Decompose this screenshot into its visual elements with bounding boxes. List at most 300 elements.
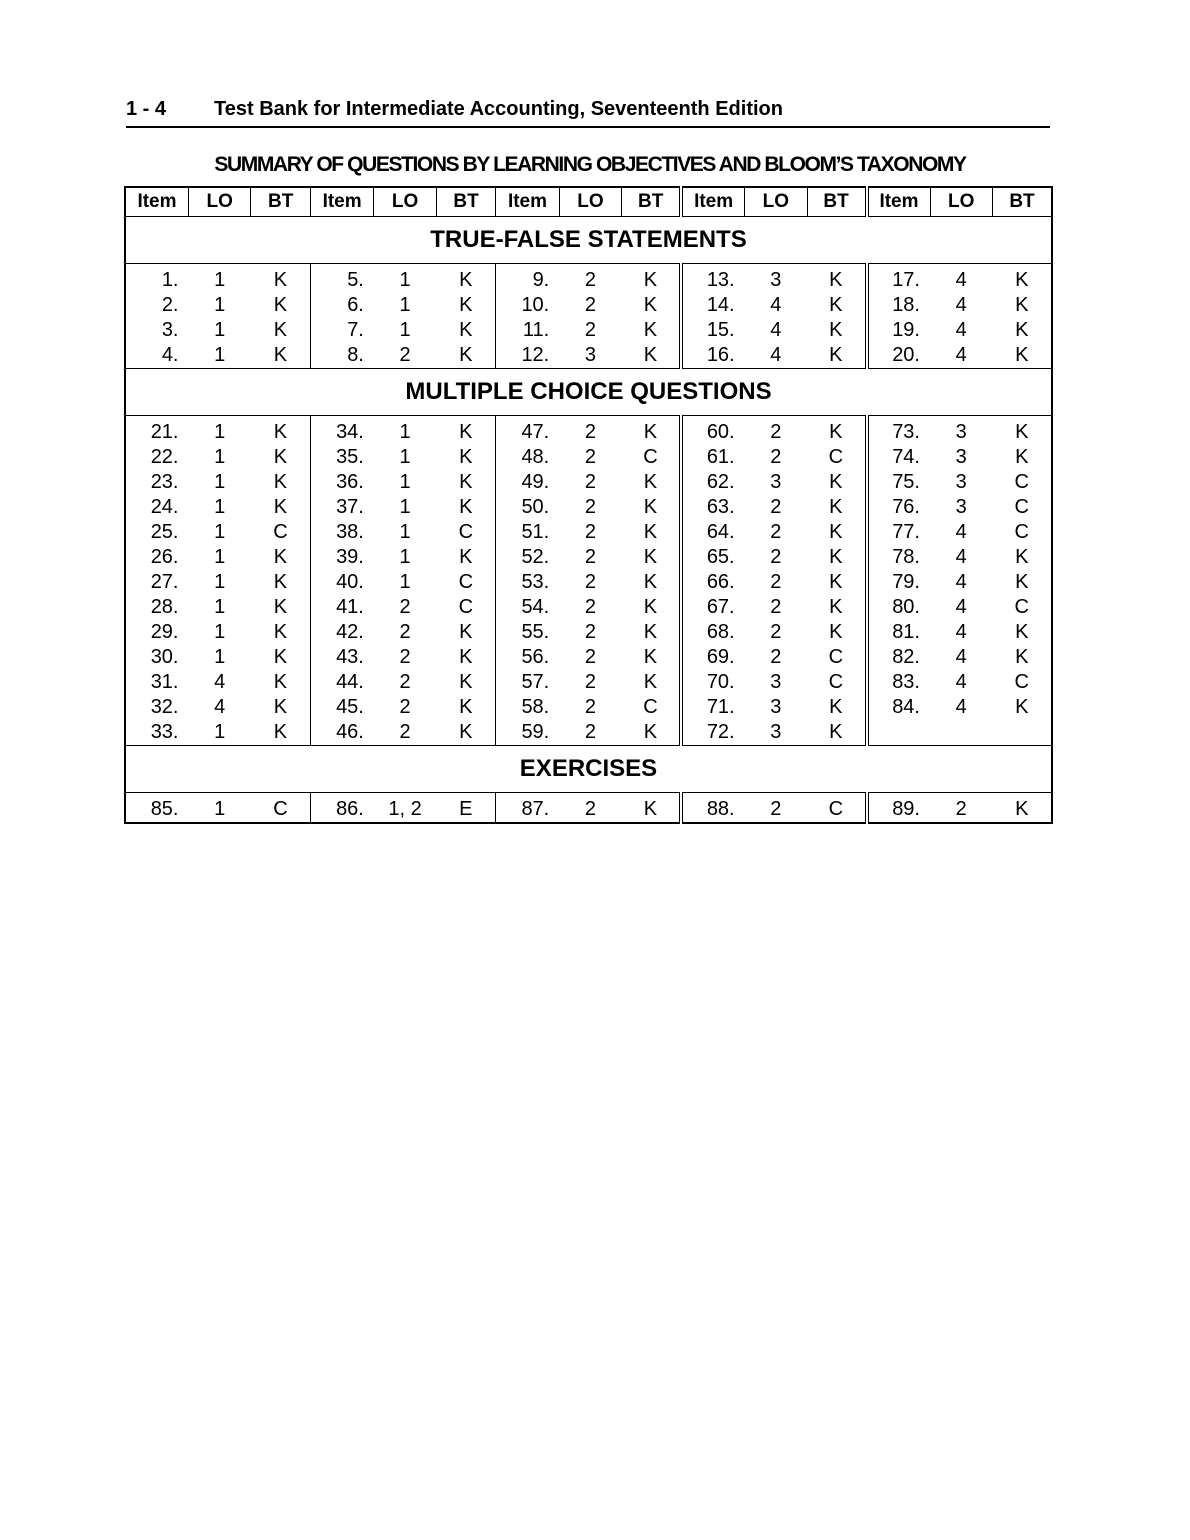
item-number: 66. <box>681 570 745 595</box>
blooms-level: E <box>459 798 473 820</box>
item-number: 53. <box>496 570 560 595</box>
blooms-level: K <box>643 521 658 543</box>
blooms-level: K <box>643 596 658 618</box>
column-header-bt: BT <box>622 187 681 217</box>
learning-objective: 1 <box>214 571 226 593</box>
column-header-lo: LO <box>930 187 992 217</box>
learning-objective: 1 <box>214 798 226 820</box>
learning-objective: 4 <box>955 671 967 693</box>
blooms-level: C <box>828 671 844 693</box>
blooms-level: K <box>273 571 288 593</box>
item-number: 58. <box>496 695 560 720</box>
blooms-level: K <box>1015 621 1029 643</box>
blooms-level: K <box>459 646 473 668</box>
blooms-level: K <box>643 496 658 518</box>
blooms-level: K <box>1015 546 1029 568</box>
blooms-level: K <box>273 621 288 643</box>
learning-objective: 2 <box>584 646 597 668</box>
learning-objective: 2 <box>584 621 597 643</box>
blooms-level: K <box>273 646 288 668</box>
learning-objective: 1 <box>214 596 226 618</box>
learning-objective: 3 <box>955 471 967 493</box>
item-number: 37. <box>310 495 374 520</box>
learning-objective: 1 <box>399 421 411 443</box>
blooms-level: K <box>459 496 473 518</box>
item-number: 71. <box>681 695 745 720</box>
learning-objective: 4 <box>955 546 967 568</box>
table-row <box>125 318 1052 343</box>
learning-objective: 2 <box>584 798 597 820</box>
item-number: 52. <box>496 545 560 570</box>
item-number: 84. <box>867 695 931 720</box>
item-number: 29. <box>150 621 179 643</box>
learning-objective: 2 <box>584 421 597 443</box>
item-number: 2. <box>161 294 179 316</box>
item-number: 7. <box>310 318 374 343</box>
column-header-item: Item <box>496 187 560 217</box>
learning-objective: 2 <box>770 571 782 593</box>
blooms-level: K <box>273 496 288 518</box>
table-row <box>125 470 1052 495</box>
item-number: 50. <box>496 495 560 520</box>
blooms-level: K <box>643 546 658 568</box>
item-number: 79. <box>867 570 931 595</box>
blooms-level: C <box>643 446 658 468</box>
item-number: 10. <box>496 293 560 318</box>
blooms-level: K <box>1015 319 1029 341</box>
item-number: 35. <box>310 445 374 470</box>
blooms-level: K <box>273 446 288 468</box>
item-number: 86. <box>310 793 374 824</box>
item-number: 57. <box>496 670 560 695</box>
item-number: 60. <box>681 416 745 446</box>
learning-objective: 2 <box>399 621 411 643</box>
learning-objective: 3 <box>955 446 967 468</box>
learning-objective: 1 <box>214 496 226 518</box>
table-row <box>125 645 1052 670</box>
item-number: 87. <box>496 793 560 824</box>
learning-objective: 4 <box>770 344 782 366</box>
blooms-level: K <box>643 721 658 743</box>
table-row <box>125 695 1052 720</box>
item-number: 81. <box>867 620 931 645</box>
item-number: 65. <box>681 545 745 570</box>
table-row <box>125 445 1052 470</box>
blooms-level: K <box>1015 269 1029 291</box>
column-header-lo: LO <box>559 187 621 217</box>
learning-objective: 1 <box>399 521 411 543</box>
learning-objective: 1 <box>214 269 226 291</box>
item-number: 76. <box>867 495 931 520</box>
column-header-item: Item <box>310 187 374 217</box>
blooms-level: C <box>828 798 844 820</box>
learning-objective: 2 <box>770 521 782 543</box>
blooms-level: K <box>1015 646 1029 668</box>
column-header-lo: LO <box>189 187 251 217</box>
blooms-level: C <box>1014 521 1029 543</box>
learning-objective: 4 <box>955 344 967 366</box>
item-number: 80. <box>867 595 931 620</box>
learning-objective: 2 <box>584 269 597 291</box>
item-number: 28. <box>150 596 179 618</box>
learning-objective: 2 <box>770 646 782 668</box>
item-number: 30. <box>150 646 179 668</box>
blooms-level: C <box>1014 671 1029 693</box>
learning-objective: 2 <box>584 446 597 468</box>
blooms-level: K <box>459 446 473 468</box>
learning-objective: 2 <box>584 596 597 618</box>
learning-objective: 4 <box>955 269 967 291</box>
learning-objective <box>930 720 992 746</box>
blooms-level: K <box>829 421 843 443</box>
item-number: 5. <box>310 264 374 294</box>
page-header <box>126 98 1050 128</box>
item-number: 59. <box>496 720 560 746</box>
learning-objective: 4 <box>955 621 967 643</box>
item-number: 32. <box>150 696 179 718</box>
blooms-level: C <box>828 646 844 668</box>
item-number: 89. <box>867 793 931 824</box>
item-number: 14. <box>681 293 745 318</box>
blooms-level: K <box>273 721 288 743</box>
learning-objective: 1 <box>214 646 226 668</box>
item-number: 41. <box>310 595 374 620</box>
blooms-level: K <box>643 671 658 693</box>
learning-objective: 2 <box>399 596 411 618</box>
item-number: 62. <box>681 470 745 495</box>
blooms-level: K <box>829 521 843 543</box>
blooms-level: K <box>829 344 843 366</box>
column-header-bt: BT <box>807 187 866 217</box>
table-row <box>125 343 1052 369</box>
blooms-level: K <box>829 319 843 341</box>
learning-objective: 1 <box>214 546 226 568</box>
section-heading: EXERCISES <box>125 746 1052 793</box>
blooms-level <box>992 720 1052 746</box>
learning-objective: 1 <box>214 621 226 643</box>
blooms-level: C <box>643 696 658 718</box>
table-row <box>125 520 1052 545</box>
item-number: 42. <box>310 620 374 645</box>
learning-objective: 2 <box>399 646 411 668</box>
item-number: 61. <box>681 445 745 470</box>
blooms-level: K <box>643 294 658 316</box>
item-number: 3. <box>161 319 179 341</box>
learning-objective: 4 <box>955 596 967 618</box>
item-number: 24. <box>150 496 179 518</box>
blooms-level: K <box>273 546 288 568</box>
learning-objective: 1 <box>214 344 226 366</box>
item-number: 46. <box>310 720 374 746</box>
blooms-level: K <box>273 596 288 618</box>
learning-objective: 3 <box>770 269 782 291</box>
blooms-level: K <box>459 421 473 443</box>
column-header-item: Item <box>867 187 931 217</box>
learning-objective: 3 <box>584 344 597 366</box>
column-header-bt: BT <box>436 187 495 217</box>
item-number: 77. <box>867 520 931 545</box>
learning-objective: 1 <box>214 471 226 493</box>
table-body <box>125 217 1052 824</box>
blooms-level: K <box>829 721 843 743</box>
blooms-level: C <box>458 521 474 543</box>
learning-objective: 1 <box>399 571 411 593</box>
item-number: 39. <box>310 545 374 570</box>
learning-objective: 2 <box>399 696 411 718</box>
item-number: 25. <box>150 521 179 543</box>
item-number: 31. <box>150 671 179 693</box>
item-number: 88. <box>681 793 745 824</box>
learning-objective: 2 <box>770 621 782 643</box>
blooms-level: C <box>1014 471 1029 493</box>
item-number: 17. <box>867 264 931 294</box>
section-heading: MULTIPLE CHOICE QUESTIONS <box>125 369 1052 416</box>
learning-objective: 2 <box>955 798 967 820</box>
blooms-level: K <box>459 319 473 341</box>
blooms-level: C <box>273 798 288 820</box>
blooms-level: K <box>273 696 288 718</box>
table-row <box>125 416 1052 446</box>
learning-objective: 4 <box>955 696 967 718</box>
learning-objective: 2 <box>770 546 782 568</box>
learning-objective: 3 <box>770 671 782 693</box>
blooms-level: K <box>643 646 658 668</box>
learning-objective: 2 <box>584 496 597 518</box>
blooms-level: C <box>458 596 474 618</box>
item-number: 22. <box>150 446 179 468</box>
learning-objective: 1 <box>214 294 226 316</box>
learning-objective: 1 <box>399 269 411 291</box>
learning-objective: 3 <box>955 421 967 443</box>
blooms-level: K <box>1015 294 1029 316</box>
learning-objective: 2 <box>584 294 597 316</box>
learning-objective: 2 <box>584 546 597 568</box>
column-header-bt: BT <box>992 187 1052 217</box>
table-row <box>125 620 1052 645</box>
item-number: 33. <box>150 721 179 743</box>
item-number: 54. <box>496 595 560 620</box>
learning-objective: 3 <box>955 496 967 518</box>
blooms-level: K <box>829 294 843 316</box>
learning-objective: 1 <box>399 546 411 568</box>
learning-objective: 3 <box>770 696 782 718</box>
learning-objective: 2 <box>584 671 597 693</box>
blooms-level: C <box>273 521 288 543</box>
blooms-level: K <box>829 496 843 518</box>
item-number: 26. <box>150 546 179 568</box>
column-header-lo: LO <box>374 187 436 217</box>
learning-objective: 2 <box>399 344 411 366</box>
blooms-level: K <box>459 671 473 693</box>
item-number: 82. <box>867 645 931 670</box>
item-number: 78. <box>867 545 931 570</box>
item-number: 4. <box>161 344 179 366</box>
item-number: 74. <box>867 445 931 470</box>
table-row <box>125 595 1052 620</box>
learning-objective: 4 <box>955 319 967 341</box>
item-number <box>867 720 931 746</box>
learning-objective: 1 <box>399 496 411 518</box>
learning-objective: 1 <box>399 294 411 316</box>
blooms-level: K <box>459 721 473 743</box>
table-row <box>125 545 1052 570</box>
item-number: 44. <box>310 670 374 695</box>
learning-objective: 1 <box>399 319 411 341</box>
item-number: 13. <box>681 264 745 294</box>
column-header-item: Item <box>681 187 745 217</box>
blooms-level: K <box>273 421 288 443</box>
book-title: Test Bank for Intermediate Accounting, Seventeenth Edition <box>214 98 783 120</box>
page-number: 1 - 4 <box>126 98 167 120</box>
item-number: 72. <box>681 720 745 746</box>
blooms-level: K <box>829 471 843 493</box>
item-number: 34. <box>310 416 374 446</box>
learning-objective: 2 <box>584 521 597 543</box>
item-number: 70. <box>681 670 745 695</box>
item-number: 67. <box>681 595 745 620</box>
table-row <box>125 670 1052 695</box>
table-row <box>125 293 1052 318</box>
item-number: 11. <box>496 318 560 343</box>
learning-objective: 2 <box>584 721 597 743</box>
item-number: 1. <box>161 269 179 291</box>
blooms-level: K <box>829 269 843 291</box>
item-number: 64. <box>681 520 745 545</box>
learning-objective: 2 <box>770 596 782 618</box>
learning-objective: 1 <box>214 446 226 468</box>
item-number: 6. <box>310 293 374 318</box>
blooms-level: K <box>273 671 288 693</box>
item-number: 75. <box>867 470 931 495</box>
learning-objective: 1 <box>399 471 411 493</box>
blooms-level: K <box>459 696 473 718</box>
item-number: 73. <box>867 416 931 446</box>
blooms-level: C <box>458 571 474 593</box>
blooms-level: K <box>273 344 288 366</box>
table-row <box>125 570 1052 595</box>
learning-objective: 1 <box>214 319 226 341</box>
blooms-level: C <box>1014 596 1029 618</box>
blooms-level: K <box>273 471 288 493</box>
item-number: 40. <box>310 570 374 595</box>
blooms-level: K <box>643 571 658 593</box>
table-row <box>125 495 1052 520</box>
table-row <box>125 720 1052 746</box>
blooms-level: K <box>829 596 843 618</box>
blooms-level: K <box>643 319 658 341</box>
item-number: 16. <box>681 343 745 369</box>
table-header <box>125 187 1052 217</box>
item-number: 36. <box>310 470 374 495</box>
learning-objective: 2 <box>770 496 782 518</box>
learning-objective: 4 <box>770 294 782 316</box>
column-header-item: Item <box>125 187 189 217</box>
learning-objective: 2 <box>770 798 782 820</box>
learning-objective: 4 <box>214 671 226 693</box>
blooms-level: K <box>459 294 473 316</box>
blooms-level: K <box>643 621 658 643</box>
item-number: 15. <box>681 318 745 343</box>
blooms-level: K <box>643 471 658 493</box>
learning-objective: 2 <box>584 471 597 493</box>
learning-objective: 2 <box>584 319 597 341</box>
blooms-level: K <box>643 798 658 820</box>
learning-objective: 2 <box>584 571 597 593</box>
blooms-level: K <box>1015 344 1029 366</box>
learning-objective: 4 <box>955 571 967 593</box>
blooms-level: K <box>273 319 288 341</box>
item-number: 51. <box>496 520 560 545</box>
blooms-level: K <box>459 621 473 643</box>
learning-objective: 4 <box>955 294 967 316</box>
blooms-level: K <box>459 269 473 291</box>
learning-objective: 2 <box>770 446 782 468</box>
item-number: 48. <box>496 445 560 470</box>
table-row <box>125 793 1052 824</box>
blooms-level: K <box>1015 696 1029 718</box>
blooms-level: K <box>829 546 843 568</box>
item-number: 12. <box>496 343 560 369</box>
summary-table <box>124 186 1053 824</box>
item-number: 55. <box>496 620 560 645</box>
item-number: 83. <box>867 670 931 695</box>
item-number: 69. <box>681 645 745 670</box>
learning-objective: 1, 2 <box>388 798 422 820</box>
item-number: 19. <box>867 318 931 343</box>
learning-objective: 3 <box>770 471 782 493</box>
blooms-level: K <box>643 344 658 366</box>
learning-objective: 1 <box>214 721 226 743</box>
learning-objective: 4 <box>214 696 226 718</box>
section-heading: TRUE-FALSE STATEMENTS <box>125 217 1052 264</box>
blooms-level: K <box>273 269 288 291</box>
learning-objective: 4 <box>955 521 967 543</box>
blooms-level: K <box>459 471 473 493</box>
blooms-level: C <box>828 446 844 468</box>
learning-objective: 2 <box>399 721 411 743</box>
learning-objective: 1 <box>214 521 226 543</box>
blooms-level: K <box>459 546 473 568</box>
item-number: 85. <box>150 798 179 820</box>
learning-objective: 2 <box>584 696 597 718</box>
item-number: 18. <box>867 293 931 318</box>
blooms-level: K <box>829 621 843 643</box>
blooms-level: K <box>1015 798 1029 820</box>
learning-objective: 4 <box>955 646 967 668</box>
item-number: 43. <box>310 645 374 670</box>
learning-objective: 2 <box>399 671 411 693</box>
item-number: 8. <box>310 343 374 369</box>
item-number: 38. <box>310 520 374 545</box>
column-header-bt: BT <box>251 187 310 217</box>
item-number: 20. <box>867 343 931 369</box>
item-number: 47. <box>496 416 560 446</box>
blooms-level: K <box>1015 421 1029 443</box>
item-number: 68. <box>681 620 745 645</box>
summary-title: SUMMARY OF QUESTIONS BY LEARNING OBJECTIVES AND BLOOM’S TAXONOMY <box>214 153 966 176</box>
item-number: 49. <box>496 470 560 495</box>
blooms-level: K <box>829 696 843 718</box>
column-header-lo: LO <box>745 187 807 217</box>
item-number: 9. <box>496 264 560 294</box>
item-number: 27. <box>150 571 179 593</box>
blooms-level: K <box>829 571 843 593</box>
item-number: 56. <box>496 645 560 670</box>
item-number: 63. <box>681 495 745 520</box>
item-number: 23. <box>150 471 179 493</box>
blooms-level: K <box>643 269 658 291</box>
blooms-level: K <box>1015 571 1029 593</box>
